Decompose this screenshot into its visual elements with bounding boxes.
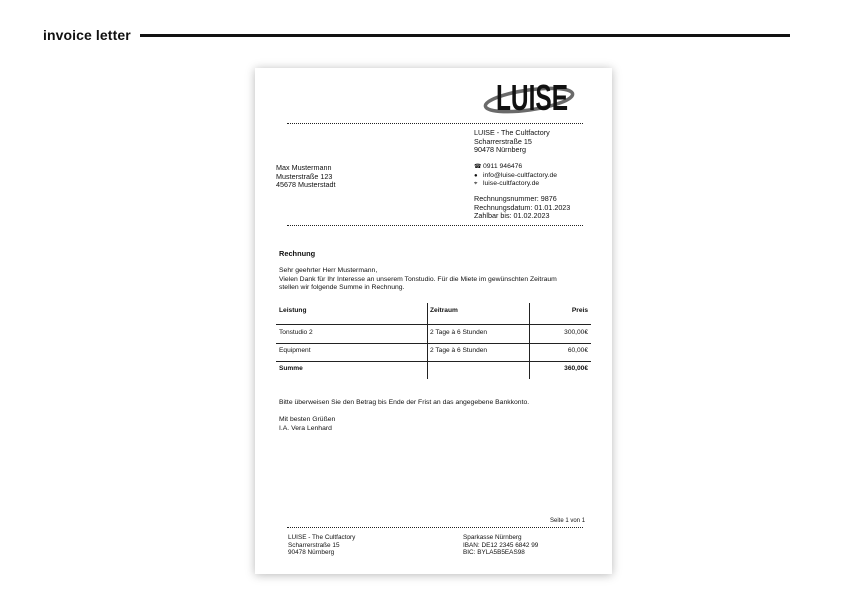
logo-text: LUISE xyxy=(496,77,568,118)
page-heading xyxy=(43,27,791,45)
page-number: Seite 1 von 1 xyxy=(550,518,586,524)
table-cell-price: 300,00€ xyxy=(564,329,588,336)
email-icon: ● xyxy=(474,172,478,179)
closing-line: I.A. Vera Lenhard xyxy=(279,424,332,432)
table-header-price: Preis xyxy=(571,307,588,314)
footer-address xyxy=(288,534,355,557)
dotted-divider-top xyxy=(287,123,583,124)
invoice-meta xyxy=(474,195,570,221)
intro-line: stellen wir folgende Summe in Rechnung. xyxy=(279,284,405,292)
web-icon: ⌖ xyxy=(474,181,478,188)
sender-line: 90478 Nürnberg xyxy=(474,145,526,155)
table-row-divider xyxy=(276,343,591,344)
payment-note: Bitte überweisen Sie den Betrag bis Ende der Frist an das angegebene Bankkonto. xyxy=(279,399,530,406)
phone-icon: ☎ xyxy=(474,164,482,170)
footer-line: BIC: BYLA5B5EAS98 xyxy=(463,549,525,557)
table-cell-period: 2 Tage à 6 Stunden xyxy=(430,329,488,336)
sender-line: Scharrerstraße 15 xyxy=(474,136,532,146)
footer-line: IBAN: DE12 2345 6842 99 xyxy=(463,541,539,549)
intro-line: Sehr geehrter Herr Mustermann, xyxy=(279,267,378,274)
invoice-title: Rechnung xyxy=(279,249,316,258)
table-cell-period: 2 Tage à 6 Stunden xyxy=(430,347,488,354)
closing-signature xyxy=(279,416,335,433)
contact-email[interactable]: info@luise-cultfactory.de xyxy=(483,171,558,179)
due-date: Zahlbar bis: 01.02.2023 xyxy=(474,211,550,221)
contact-website[interactable]: luise-cultfactory.de xyxy=(483,180,540,188)
recipient-address xyxy=(276,164,336,190)
intro-text xyxy=(279,267,589,293)
contact-phone[interactable]: 0911 946476 xyxy=(483,163,523,170)
dotted-divider-footer xyxy=(287,527,583,528)
sender-address xyxy=(474,129,550,155)
invoice-table xyxy=(276,303,591,380)
invoice-number: Rechnungsnummer: 9876 xyxy=(474,194,557,203)
luise-logo xyxy=(483,76,579,120)
closing-line: Mit besten Grüßen xyxy=(279,416,336,423)
footer-line: LUISE - The Cultfactory xyxy=(288,534,356,541)
table-column-divider xyxy=(529,303,530,379)
table-column-divider xyxy=(427,303,428,379)
heading-divider xyxy=(140,34,790,37)
recipient-line: 45678 Musterstadt xyxy=(276,180,336,190)
dotted-divider-middle xyxy=(287,225,583,226)
table-header-period: Zeitraum xyxy=(430,307,458,314)
table-row-divider xyxy=(276,361,591,362)
table-cell-service: Equipment xyxy=(279,347,311,354)
footer-line: 90478 Nürnberg xyxy=(288,549,335,557)
footer-bank-details xyxy=(463,534,538,557)
recipient-line: Musterstraße 123 xyxy=(276,171,333,181)
invoice-date: Rechnungsdatum: 01.01.2023 xyxy=(474,202,571,212)
table-cell-price: 60,00€ xyxy=(567,347,588,354)
footer-line: Scharrerstraße 15 xyxy=(288,541,340,549)
contact-info xyxy=(474,163,557,189)
table-row-divider xyxy=(276,324,591,325)
table-cell-service: Tonstudio 2 xyxy=(279,329,313,336)
recipient-line: Max Mustermann xyxy=(276,163,332,172)
invoice-sheet xyxy=(255,68,612,574)
heading-title: invoice letter xyxy=(43,27,131,43)
footer-line: Sparkasse Nürnberg xyxy=(463,534,522,541)
table-header-service: Leistung xyxy=(279,307,307,314)
table-total-label: Summe xyxy=(279,365,303,372)
sender-line: LUISE - The Cultfactory xyxy=(474,128,550,137)
table-total-value: 360,00€ xyxy=(564,365,588,372)
intro-line: Vielen Dank für Ihr Interesse an unserem Tonstudio. Für die Miete im gewünschten Zeitraum xyxy=(279,275,557,283)
